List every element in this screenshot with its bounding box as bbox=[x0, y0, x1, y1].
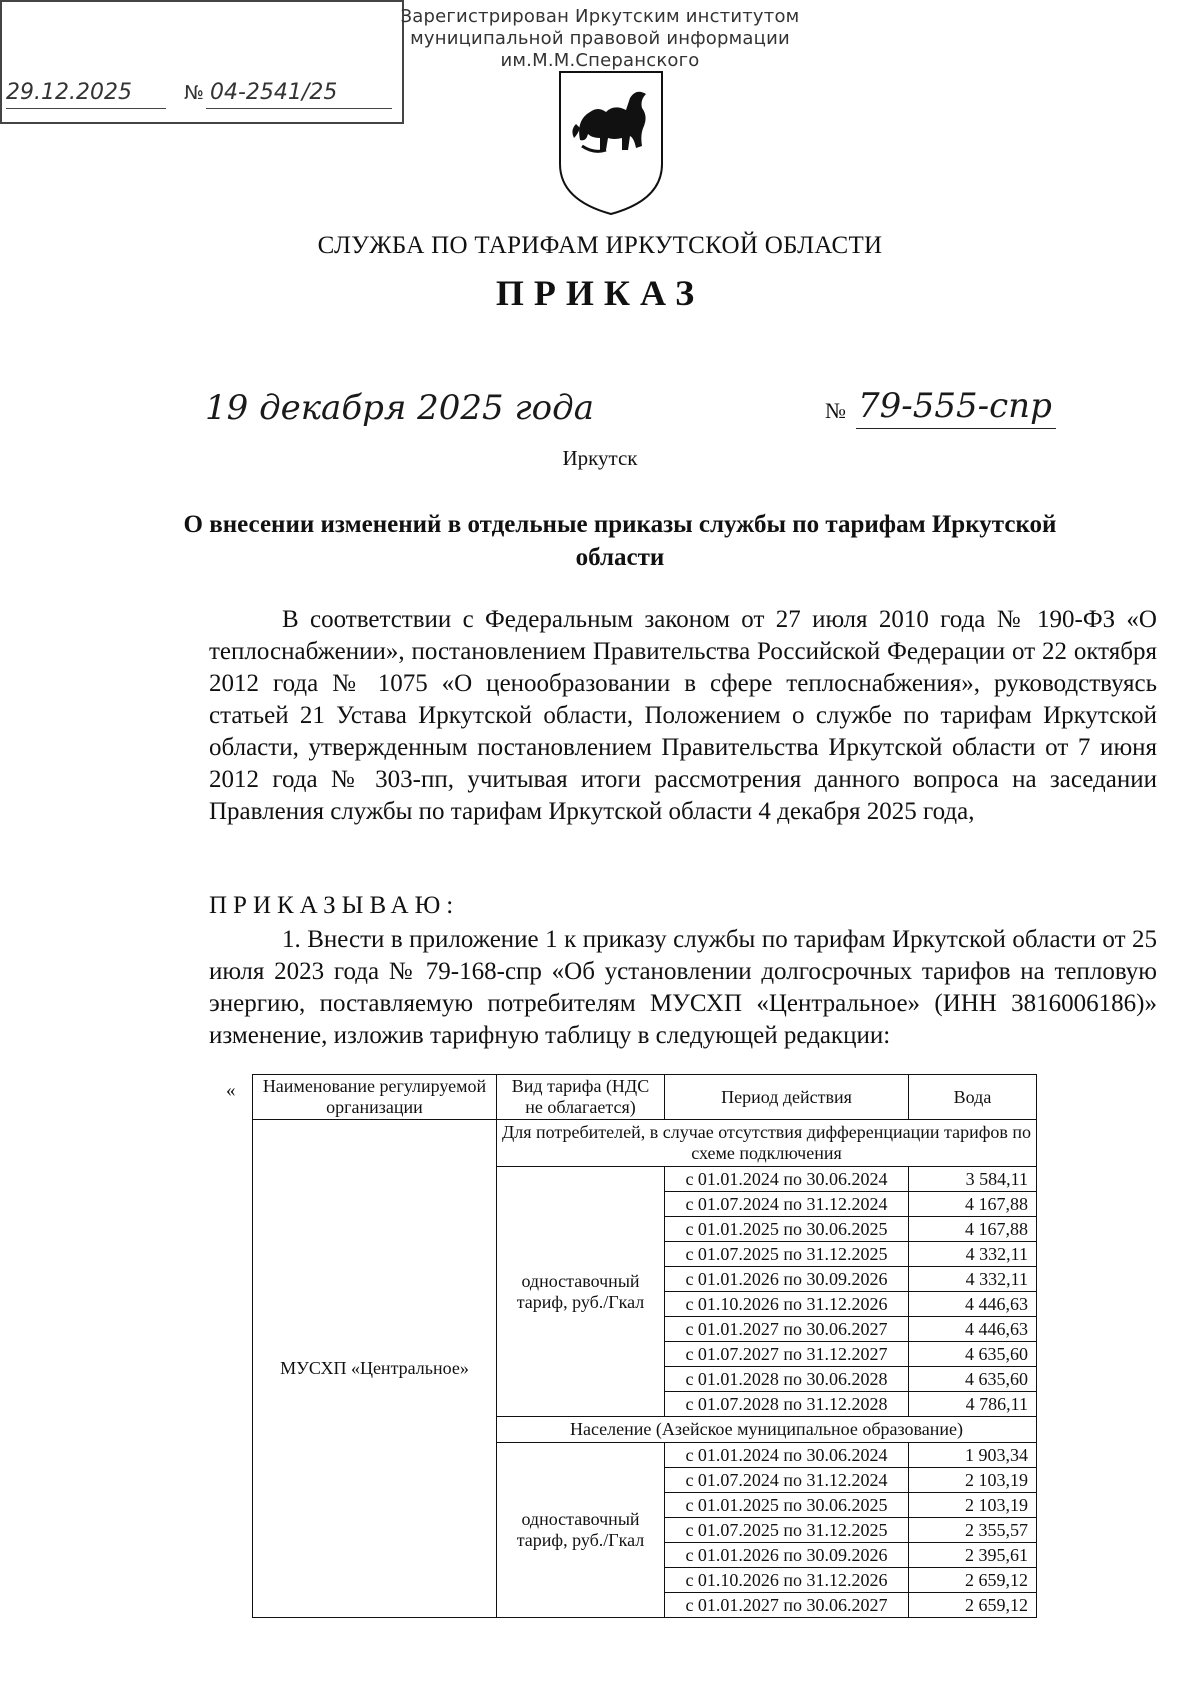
period-cell: с 01.10.2026 по 31.12.2026 bbox=[665, 1568, 909, 1593]
value-cell: 4 635,60 bbox=[909, 1367, 1037, 1392]
organization-title: СЛУЖБА ПО ТАРИФАМ ИРКУТСКОЙ ОБЛАСТИ bbox=[317, 232, 883, 259]
header-tariff-type: Вид тарифа (НДС не облагается) bbox=[497, 1075, 665, 1120]
value-cell: 4 332,11 bbox=[909, 1242, 1037, 1267]
order-heading: ПРИКАЗ bbox=[495, 273, 705, 313]
value-cell: 2 103,19 bbox=[909, 1468, 1037, 1493]
stamp-number: 04-2541/25 bbox=[210, 80, 338, 105]
order-number-label: № bbox=[825, 398, 846, 423]
organization-cell: МУСХП «Центральное» bbox=[253, 1120, 497, 1618]
registration-stamp bbox=[0, 0, 800, 124]
table-header-row bbox=[253, 1075, 1037, 1120]
period-cell: с 01.07.2027 по 31.12.2027 bbox=[665, 1342, 909, 1367]
period-cell: с 01.01.2027 по 30.06.2027 bbox=[665, 1593, 909, 1618]
section-2-title: Население (Азейское муниципальное образование) bbox=[497, 1417, 1037, 1443]
value-cell: 2 659,12 bbox=[909, 1568, 1037, 1593]
section-1-title-row bbox=[253, 1120, 1037, 1167]
value-cell: 4 167,88 bbox=[909, 1217, 1037, 1242]
value-cell: 1 903,34 bbox=[909, 1443, 1037, 1468]
value-cell: 2 103,19 bbox=[909, 1493, 1037, 1518]
stamp-number-underline bbox=[206, 108, 392, 109]
period-cell: с 01.01.2025 по 30.06.2025 bbox=[665, 1493, 909, 1518]
period-cell: с 01.07.2025 по 31.12.2025 bbox=[665, 1242, 909, 1267]
table-quote-open: « bbox=[226, 1080, 236, 1101]
coat-of-arms-emblem bbox=[556, 68, 666, 216]
section-1-tariff-label: одноставочный тариф, руб./Гкал bbox=[497, 1167, 665, 1417]
value-cell: 2 659,12 bbox=[909, 1593, 1037, 1618]
stamp-number-prefix: № bbox=[184, 82, 204, 104]
period-cell: с 01.07.2024 по 31.12.2024 bbox=[665, 1192, 909, 1217]
period-cell: с 01.10.2026 по 31.12.2026 bbox=[665, 1292, 909, 1317]
section-2-tariff-label: одноставочный тариф, руб./Гкал bbox=[497, 1443, 665, 1618]
header-period: Период действия bbox=[665, 1075, 909, 1120]
header-water: Вода bbox=[909, 1075, 1037, 1120]
value-cell: 3 584,11 bbox=[909, 1167, 1037, 1192]
period-cell: с 01.01.2024 по 30.06.2024 bbox=[665, 1443, 909, 1468]
period-cell: с 01.01.2028 по 30.06.2028 bbox=[665, 1367, 909, 1392]
header-org: Наименование регулируемой организации bbox=[253, 1075, 497, 1120]
preamble-paragraph: В соответствии с Федеральным законом от 27 июля 2010 года № 190-ФЗ «О теплоснабжении», постановлением Правительства Российской Федерации от 22 октября 2012 года № 1075 «О ценообразовании в сфере теплоснабжения», руководствуясь статьей 21 Устава Иркутской области, Положением о службе по тарифам Иркутской области, утвержденным постановлением Правительства Иркутской области от 7 июня 2012 года № 303-пп, учитывая итоги рассмотрения данного вопроса на заседании Правления службы по тарифам Иркутской области 4 декабря 2025 года, bbox=[209, 606, 1157, 825]
document-title: О внесении изменений в отдельные приказы службы по тарифам Иркутской области bbox=[183, 511, 1057, 571]
period-cell: с 01.01.2025 по 30.06.2025 bbox=[665, 1217, 909, 1242]
tariff-table bbox=[252, 1074, 1037, 1618]
stamp-line-1: Зарегистрирован Иркутским институтом bbox=[400, 6, 800, 27]
period-cell: с 01.01.2027 по 30.06.2027 bbox=[665, 1317, 909, 1342]
section-1-title: Для потребителей, в случае отсутствия дифференциации тарифов по схеме подключения bbox=[497, 1120, 1037, 1167]
value-cell: 4 786,11 bbox=[909, 1392, 1037, 1417]
period-cell: с 01.01.2026 по 30.09.2026 bbox=[665, 1267, 909, 1292]
period-cell: с 01.07.2025 по 31.12.2025 bbox=[665, 1518, 909, 1543]
order-directive: ПРИКАЗЫВАЮ: bbox=[209, 892, 460, 919]
value-cell: 2 395,61 bbox=[909, 1543, 1037, 1568]
period-cell: с 01.01.2026 по 30.09.2026 bbox=[665, 1543, 909, 1568]
handwritten-date: 19 декабря 2025 года bbox=[205, 388, 594, 428]
value-cell: 2 355,57 bbox=[909, 1518, 1037, 1543]
city: Иркутск bbox=[562, 446, 638, 470]
order-number-underline bbox=[856, 428, 1056, 429]
value-cell: 4 332,11 bbox=[909, 1267, 1037, 1292]
stamp-date: 29.12.2025 bbox=[6, 80, 132, 105]
period-cell: с 01.07.2028 по 31.12.2028 bbox=[665, 1392, 909, 1417]
period-cell: с 01.01.2024 по 30.06.2024 bbox=[665, 1167, 909, 1192]
stamp-line-2: муниципальной правовой информации bbox=[410, 28, 790, 49]
value-cell: 4 167,88 bbox=[909, 1192, 1037, 1217]
stamp-date-underline bbox=[6, 108, 166, 109]
stamp-line-3: им.М.М.Сперанского bbox=[500, 50, 700, 71]
value-cell: 4 446,63 bbox=[909, 1317, 1037, 1342]
period-cell: с 01.07.2024 по 31.12.2024 bbox=[665, 1468, 909, 1493]
clause-1-paragraph: 1. Внести в приложение 1 к приказу службы по тарифам Иркутской области от 25 июля 2023 года № 79-168-спр «Об установлении долгосрочных тарифов на тепловую энергию, поставляемую потребителям МУСХП «Центральное» (ИНН 3816006186)» изменение, изложив тарифную таблицу в следующей редакции: bbox=[209, 926, 1157, 1049]
value-cell: 4 446,63 bbox=[909, 1292, 1037, 1317]
handwritten-order-number: 79-555-спр bbox=[858, 386, 1052, 426]
value-cell: 4 635,60 bbox=[909, 1342, 1037, 1367]
